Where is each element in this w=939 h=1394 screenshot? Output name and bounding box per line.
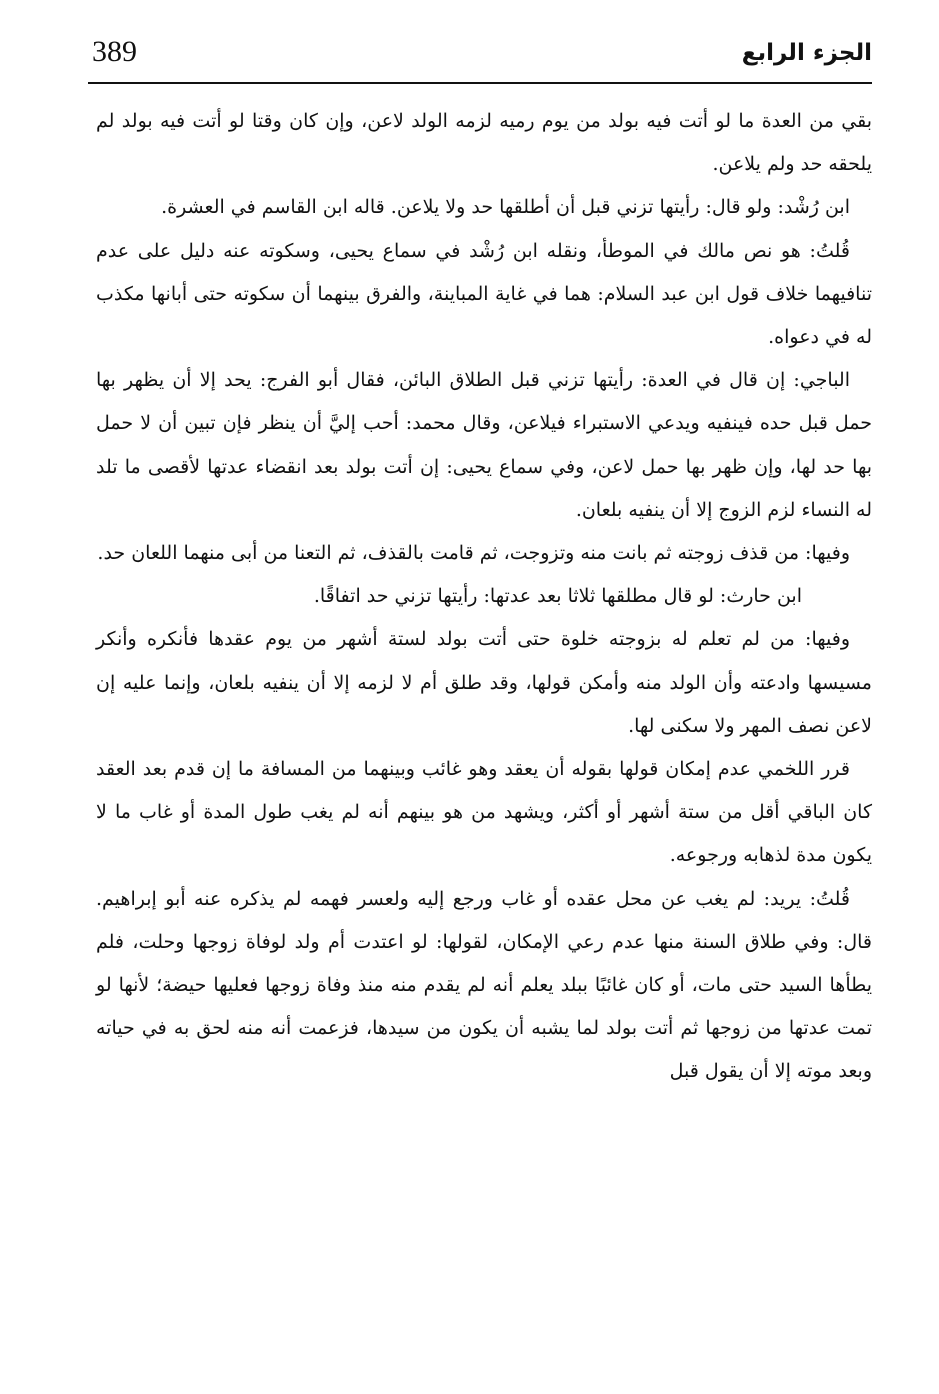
paragraph: الباجي: إن قال في العدة: رأيتها تزني قبل الطلاق البائن، فقال أبو الفرج: يحد إلا أن يظهر بها حمل قبل حده فينفيه ويدعي الاستبراء فيلاعن، وقال محمد: أحب إليَّ أن ينظر فإن تبين أن لا حمل بها حد لها، وإن ظهر بها حمل لاعن، وفي سماع يحيى: إن أتت بولد بعد انقضاء عدتها لأقصى ما تلد له النساء لزم الزوج إلا أن ينفيه بلعان. <box>96 369 872 521</box>
paragraph: قُلتُ: يريد: لم يغب عن محل عقده أو غاب ورجع إليه ولعسر فهمه لم يذكره عنه أبو إبراهيم. قال: وفي طلاق السنة منها عدم رعي الإمكان، لقولها: لو اعتدت أم ولد لوفاة زوجها وحلت، فلم يطأها السيد حتى مات، أو كان غائبًا ببلد يعلم أنه لم يقدم منه منذ وفاة زوجها فعليها حيضة؛ لأنها لو تمت عدتها من زوجها ثم أتت بولد لما يشبه أن يكون من سيدها، فزعمت أنه منه لحق به في حياته وبعد موته إلا أن يقول قبل <box>96 887 872 1083</box>
paragraph: بقي من العدة ما لو أتت فيه بولد من يوم رميه لزمه الولد لاعن، وإن كان وقتا لو أتت فيه بولد لم يلحقه حد ولم يلاعن. <box>96 110 872 176</box>
body-text <box>96 100 872 1094</box>
page-number: 389 <box>92 35 137 68</box>
paragraph: قُلتُ: هو نص مالك في الموطأ، ونقله ابن رُشْد في سماع يحيى، وسكوته عنه دليل على عدم تنافيهما خلاف قول ابن عبد السلام: هما في غاية المباينة، والفرق بينهما أن سكوته حتى أبانها مكذب له في دعواه. <box>96 239 872 349</box>
paragraph: وفيها: من لم تعلم له بزوجته خلوة حتى أتت بولد لستة أشهر من يوم عقدها فأنكره وأنكر مسيسها وادعته وأن الولد منه وأمكن قولها، وقد طلق أم لا لزمه إلا أن ينفيه بلعان، وإنما عليه إن لاعن نصف المهر ولا سكنى لها. <box>96 628 872 737</box>
running-title: الجزء الرابع <box>741 40 872 66</box>
paragraph: ابن حارث: لو قال مطلقها ثلاثا بعد عدتها: رأيتها تزني حد اتفاقًا. <box>313 585 802 608</box>
header-rule <box>88 82 872 84</box>
page-header <box>88 28 872 84</box>
paragraph: وفيها: من قذف زوجته ثم بانت منه وتزوجت، ثم قامت بالقذف، ثم التعنا من أبى منهما اللعان حد. <box>97 542 850 565</box>
paragraph: ابن رُشْد: ولو قال: رأيتها تزني قبل أن أطلقها حد ولا يلاعن. قاله ابن القاسم في العشرة. <box>161 196 850 219</box>
paragraph: قرر اللخمي عدم إمكان قولها بقوله أن يعقد وهو غائب وبينهما من المسافة ما إن قدم بعد العقد كان الباقي أقل من ستة أشهر أو أكثر، ويشهد من هو بينهم أنه لم يغب طول المدة أو غاب ما لا يكون مدة لذهابه ورجوعه. <box>96 758 872 867</box>
